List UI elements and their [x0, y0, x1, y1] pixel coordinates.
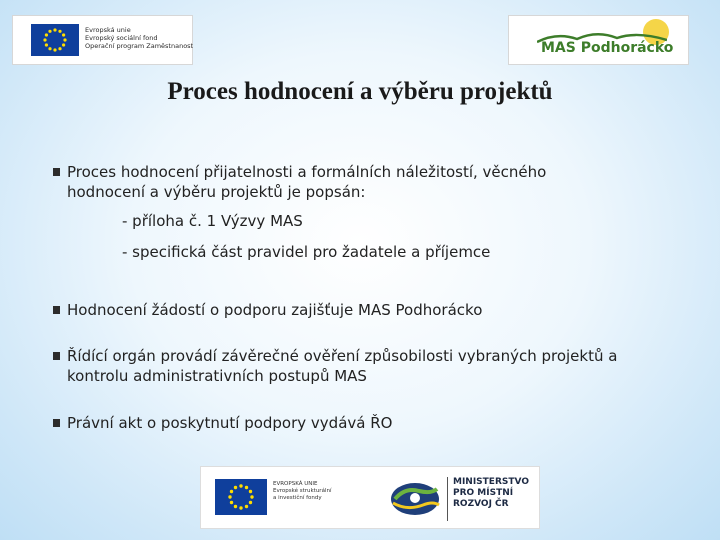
bullet-square-icon — [53, 419, 60, 427]
mmr-emblem-icon — [389, 479, 441, 519]
bullet-item — [53, 300, 703, 320]
mmr-logo-text: MINISTERSTVO PRO MÍSTNÍ ROZVOJ ČR — [453, 477, 529, 509]
bullet-text: Hodnocení žádostí o podporu zajišťuje MAS Podhorácko — [67, 301, 483, 319]
bullet-item — [53, 162, 703, 202]
sub-item: - příloha č. 1 Výzvy MAS — [122, 212, 303, 230]
bullet-square-icon — [53, 352, 60, 360]
funding-logos — [200, 466, 540, 529]
bullet-item — [53, 346, 703, 386]
logo-divider — [447, 477, 448, 521]
bullet-square-icon — [53, 168, 60, 176]
mas-logo-text: MAS Podhorácko — [541, 40, 674, 56]
bullet-item — [53, 413, 703, 433]
bullet-text: Právní akt o poskytnutí podpory vydává ŘO — [67, 414, 393, 432]
eu-funds-text: EVROPSKÁ UNIE Evropské strukturální a investiční fondy — [273, 481, 332, 501]
bullet-text: Řídící orgán provádí závěrečné ověření způsobilosti vybraných projektů a kontrolu administrativních postupů MAS — [67, 347, 618, 385]
esf-logo — [12, 15, 193, 65]
bullet-text: Proces hodnocení přijatelnosti a formálních náležitostí, věcného hodnocení a výběru projektů je popsán: — [67, 163, 547, 201]
sub-item: - specifická část pravidel pro žadatele a příjemce — [122, 243, 491, 261]
bullet-square-icon — [53, 306, 60, 314]
esf-logo-text: Evropská unie Evropský sociální fond Operační program Zaměstnanost — [85, 26, 194, 50]
eu-flag-icon — [31, 24, 79, 56]
slide-title: Proces hodnocení a výběru projektů — [167, 78, 553, 105]
eu-flag-icon — [215, 479, 267, 515]
mas-podhoracko-logo — [508, 15, 689, 65]
